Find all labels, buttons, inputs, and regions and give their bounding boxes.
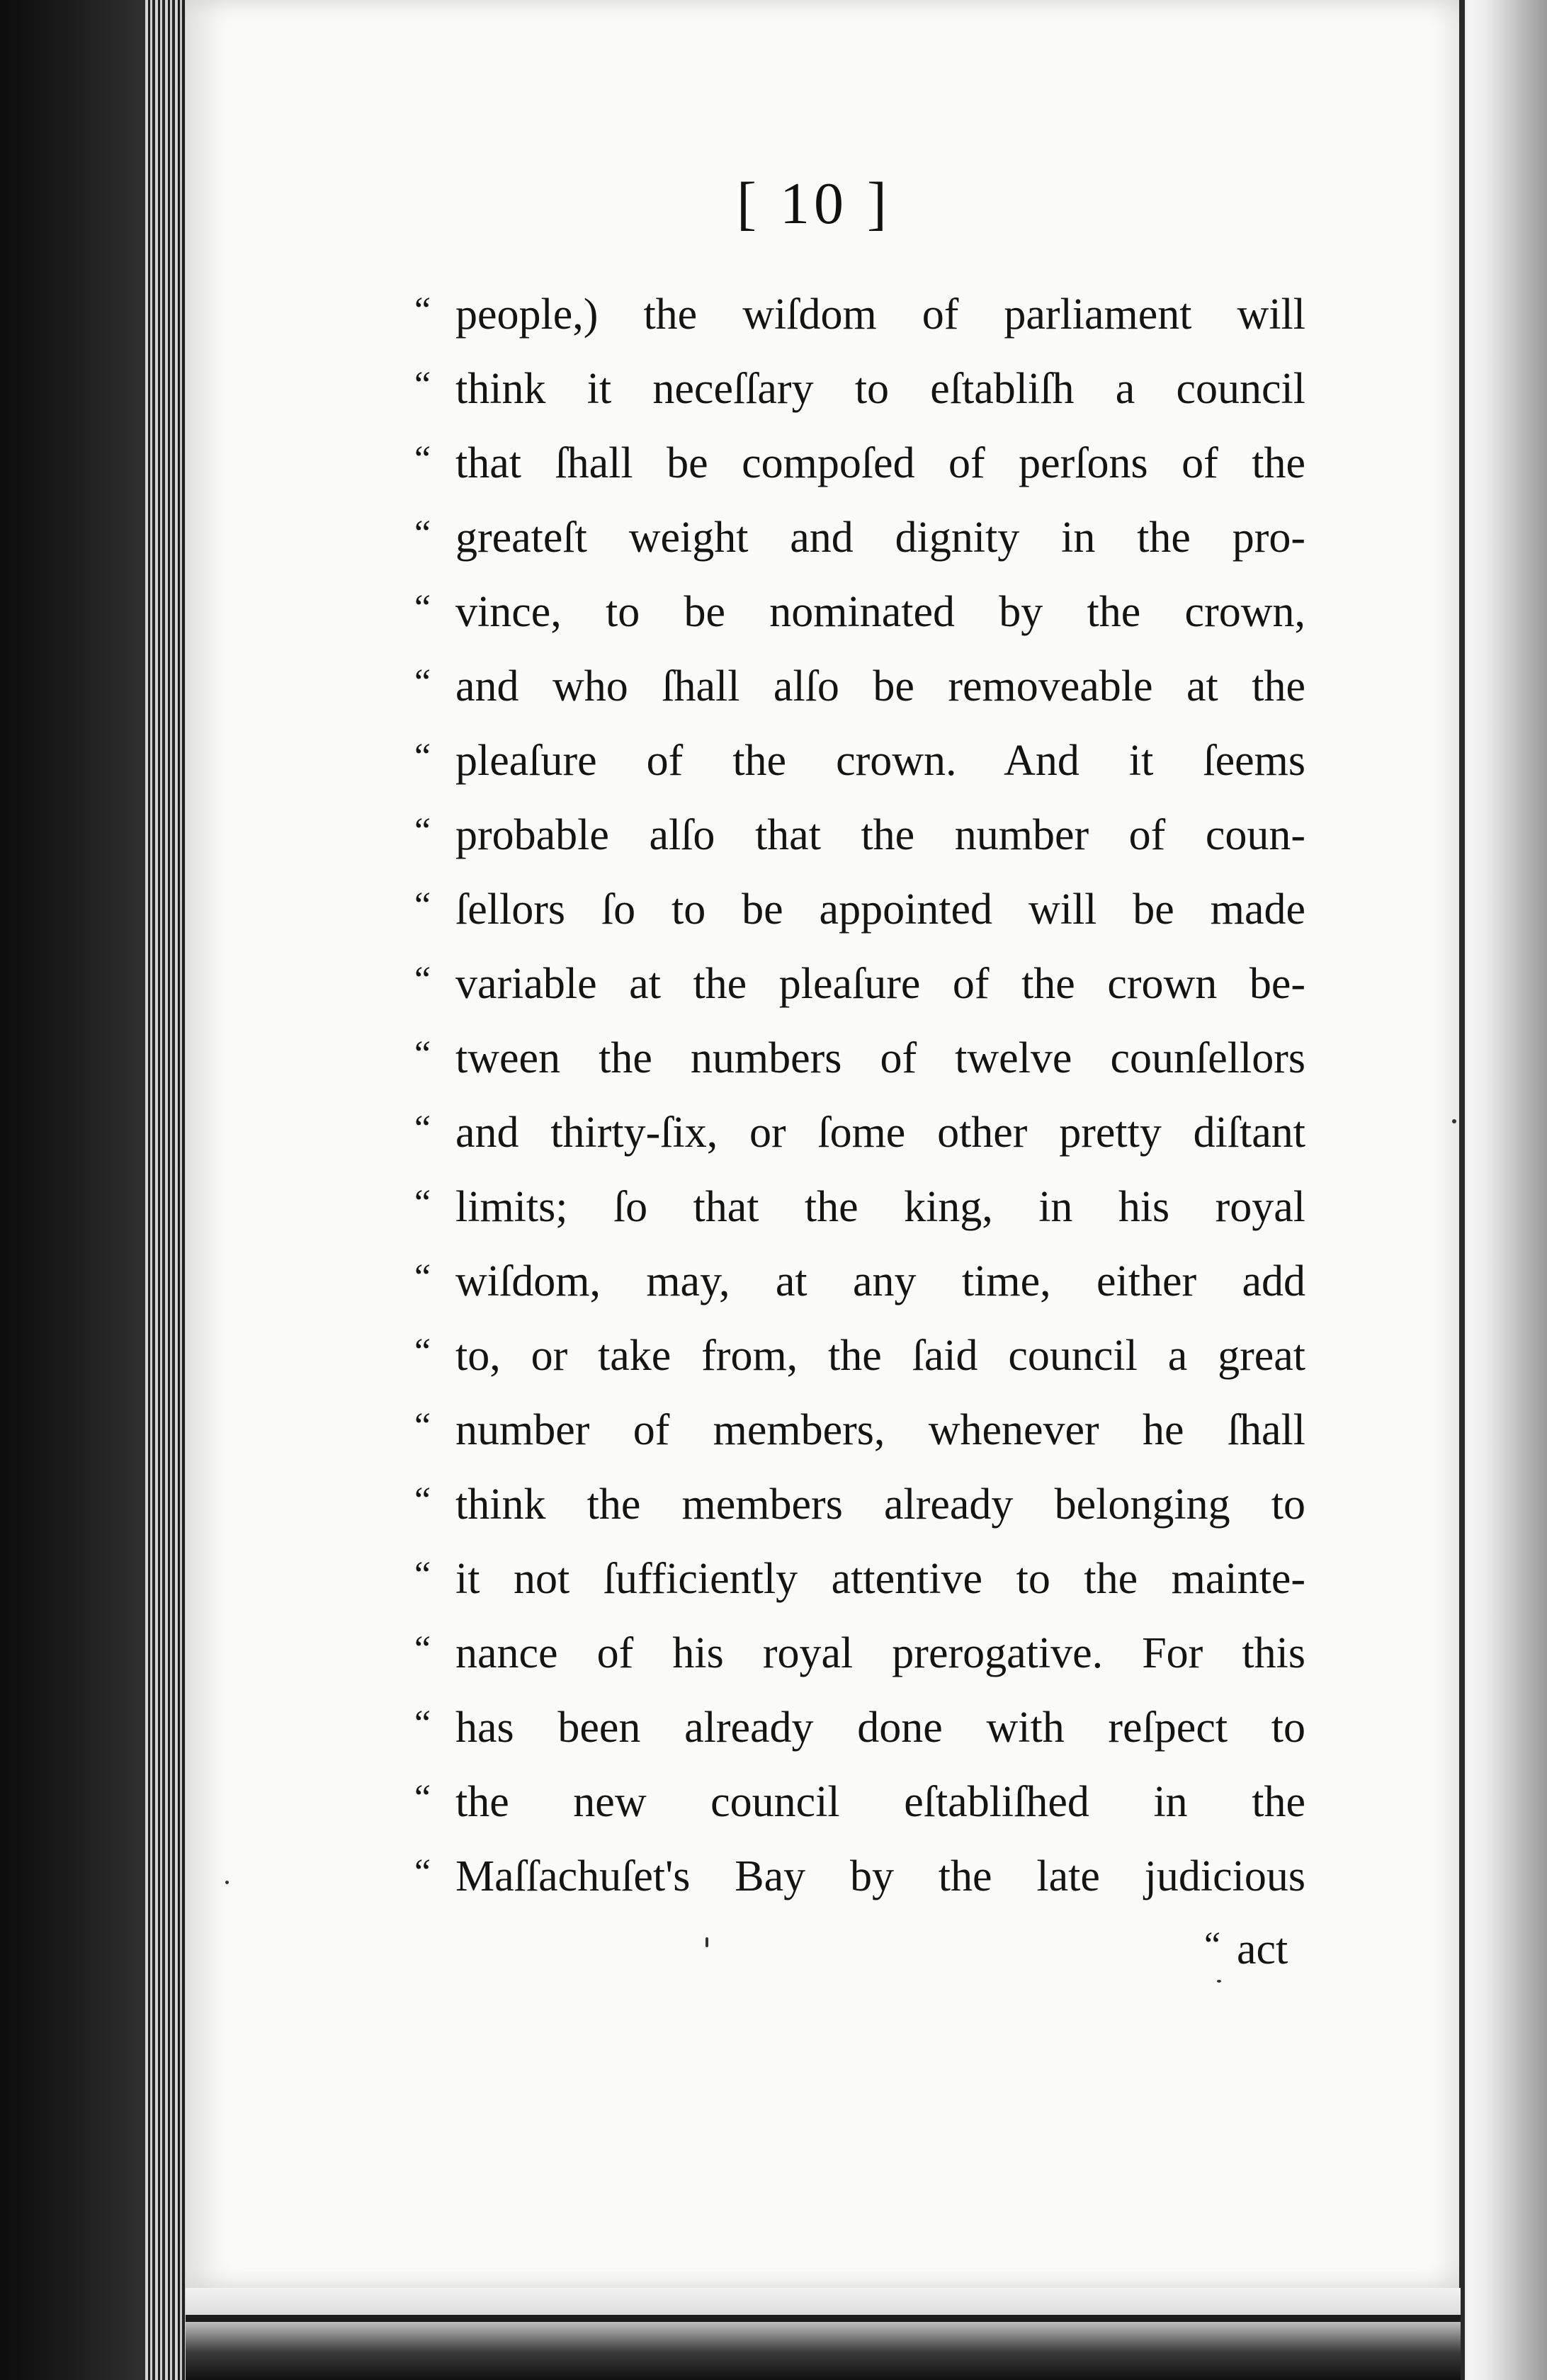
line-text: number of members, whenever he ſhall [455, 1406, 1305, 1454]
text-line [414, 1468, 1321, 1542]
binding-edge [145, 0, 188, 2380]
quote-mark: “ [414, 1555, 431, 1595]
line-text: has been already done with reſpect to [455, 1704, 1305, 1752]
text-line [414, 1542, 1321, 1616]
line-text: think it neceſſary to eſtabliſh a council [455, 365, 1305, 413]
text-line [414, 1170, 1321, 1245]
text-line [414, 724, 1321, 798]
text-line [414, 278, 1321, 352]
line-text: tween the numbers of twelve counſellors [455, 1034, 1305, 1082]
line-text: people,) the wiſdom of parliament will [455, 290, 1305, 339]
text-line [414, 575, 1321, 650]
text-line [414, 1840, 1321, 1914]
quote-mark: “ [414, 1778, 431, 1818]
text-line [414, 1393, 1321, 1468]
bottom-page-edge [186, 2288, 1461, 2380]
text-line [414, 873, 1321, 947]
line-text: greateſt weight and dignity in the pro- [455, 514, 1305, 562]
line-text: vince, to be nominated by the crown, [455, 588, 1305, 636]
bottom-rule [186, 2315, 1461, 2322]
text-line [414, 650, 1321, 724]
quote-mark: “ [414, 1406, 431, 1446]
quote-mark: “ [414, 737, 431, 777]
quote-mark: “ [414, 1257, 431, 1298]
right-page-edge [1459, 0, 1547, 2380]
text-line [414, 1096, 1321, 1170]
line-text: that ſhall be compoſed of perſons of the [455, 439, 1305, 487]
line-text: think the members already belonging to [455, 1480, 1305, 1529]
line-text: variable at the pleaſure of the crown be- [455, 960, 1305, 1008]
line-text: pleaſure of the crown. And it ſeems [455, 737, 1305, 785]
line-text: and who ſhall alſo be removeable at the [455, 662, 1305, 710]
quote-mark: “ [414, 1183, 431, 1223]
quote-mark: “ [414, 365, 431, 405]
line-text: to, or take from, the ſaid council a great [455, 1332, 1305, 1380]
quote-mark: “ [414, 514, 431, 554]
ink-speck [706, 1937, 708, 1947]
line-text: limits; ſo that the king, in his royal [455, 1183, 1305, 1231]
text-line [414, 1021, 1321, 1096]
ink-speck [1217, 1980, 1221, 1983]
quote-mark: “ [414, 960, 431, 1000]
text-line [414, 1691, 1321, 1765]
text-line [414, 426, 1321, 501]
line-text: and thirty-ſix, or ſome other pretty diſtant [455, 1109, 1305, 1157]
quote-mark: “ [414, 1852, 431, 1893]
line-text: nance of his royal prerogative. For this [455, 1629, 1305, 1677]
quote-mark: “ [414, 1629, 431, 1670]
text-line [414, 501, 1321, 575]
text-line [414, 1616, 1321, 1691]
catchword [1204, 1912, 1288, 1987]
page-number-header: [ 10 ] [737, 171, 891, 237]
ink-speck [1452, 1119, 1456, 1123]
line-text: it not ſufficiently attentive to the mainte- [455, 1555, 1305, 1603]
text-line [414, 352, 1321, 426]
quote-mark: “ [414, 1109, 431, 1149]
quote-mark: “ [414, 885, 431, 926]
text-line [414, 947, 1321, 1021]
text-line [414, 1765, 1321, 1840]
catchword-text: act [1237, 1925, 1288, 1973]
quote-mark: “ [414, 662, 431, 703]
quote-mark: “ [414, 290, 431, 331]
quote-mark: “ [414, 811, 431, 851]
quote-mark: “ [414, 588, 431, 628]
line-text: ſellors ſo to be appointed will be made [455, 885, 1305, 934]
quote-mark: “ [1204, 1925, 1221, 1966]
text-line [414, 1319, 1321, 1393]
quote-mark: “ [414, 1034, 431, 1075]
quote-mark: “ [414, 439, 431, 480]
quote-mark: “ [414, 1480, 431, 1521]
quote-mark: “ [414, 1704, 431, 1744]
quote-mark: “ [414, 1332, 431, 1372]
line-text: the new council eſtabliſhed in the [455, 1778, 1305, 1826]
ink-speck [225, 1881, 229, 1884]
line-text: Maſſachuſet's Bay by the late judicious [455, 1852, 1305, 1900]
body-text [414, 278, 1321, 1914]
line-text: probable alſo that the number of coun- [455, 811, 1305, 859]
line-text: wiſdom, may, at any time, either add [455, 1257, 1305, 1305]
text-line [414, 1245, 1321, 1319]
text-line [414, 798, 1321, 873]
